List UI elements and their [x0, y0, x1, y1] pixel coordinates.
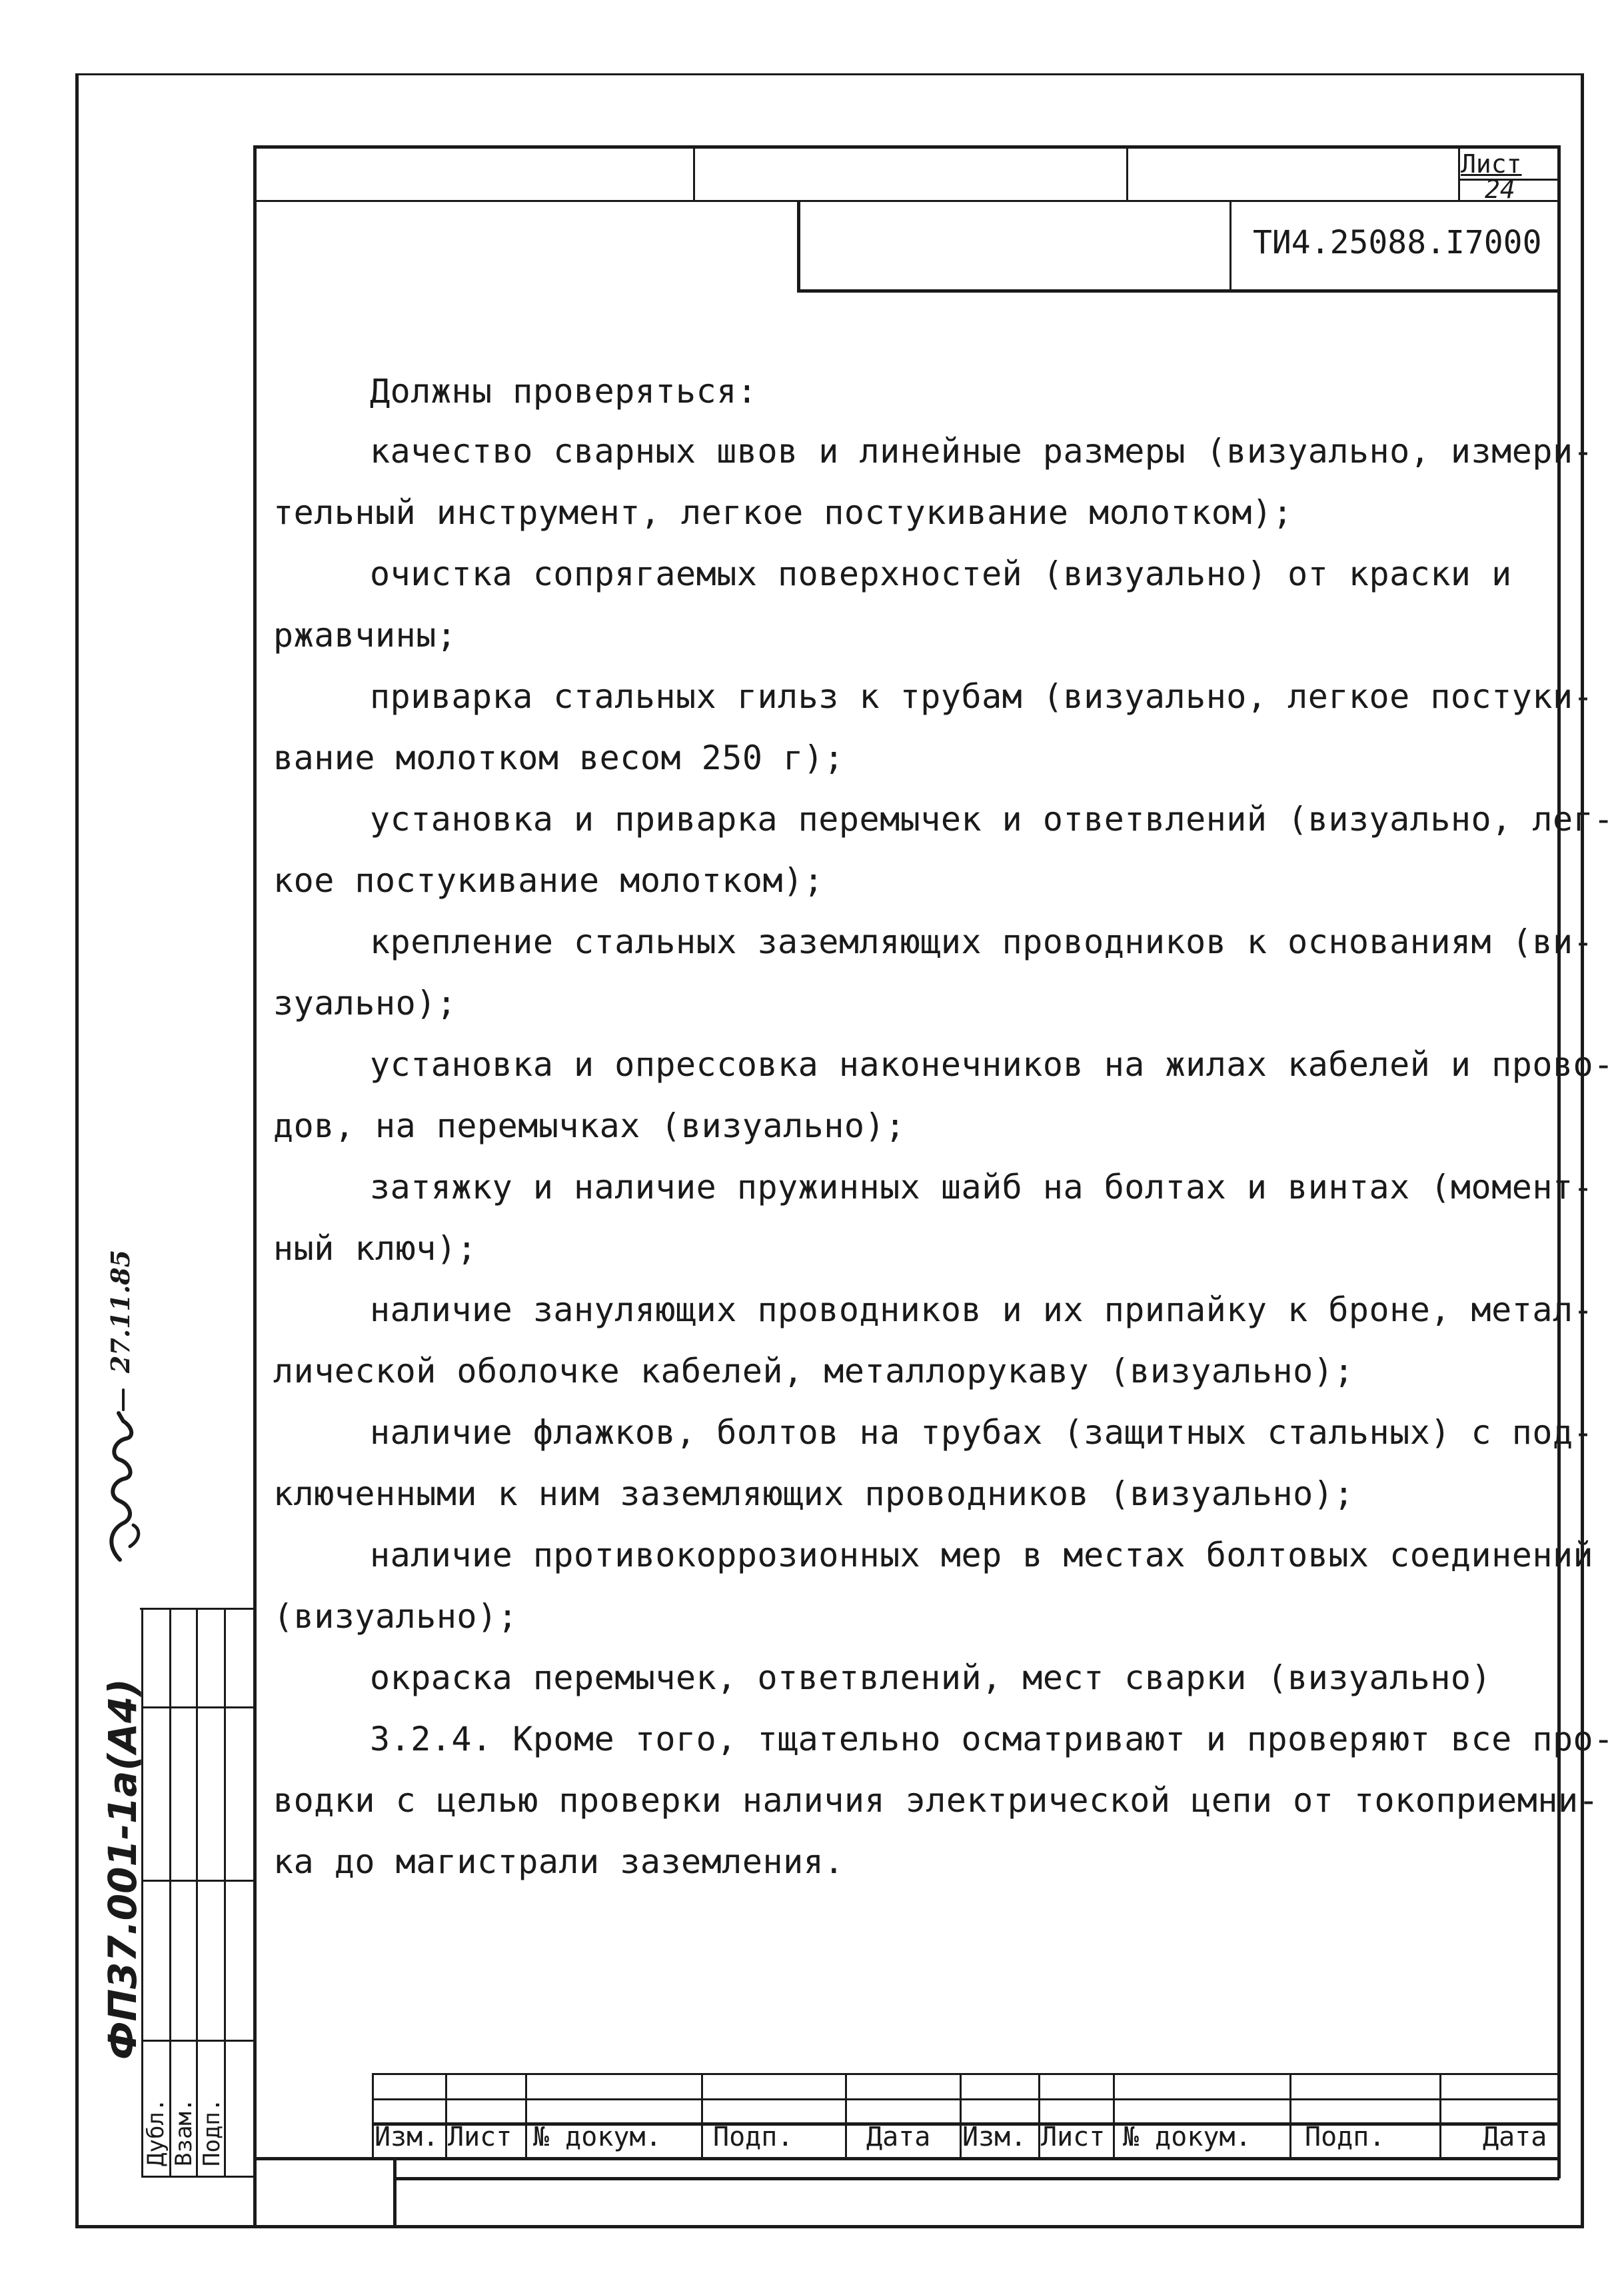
title-block-col: [701, 2073, 703, 2158]
body-line: затяжку и наличие пружинных шайб на болтах и винтах (момент-: [370, 1168, 1594, 1206]
body-line: Должны проверяться:: [370, 372, 758, 411]
margin-label: Дубл.: [143, 2098, 169, 2166]
title-block-label: Дата: [1483, 2122, 1547, 2152]
body-line: (визуально);: [273, 1597, 518, 1636]
margin-stamp-row: [141, 1880, 255, 1882]
header-divider-1: [693, 145, 695, 201]
title-block-col-bottom: [393, 2157, 397, 2226]
margin-label: Подп.: [199, 2098, 225, 2166]
margin-stamp-col: [169, 1608, 171, 2177]
body-line: качество сварных швов и линейные размеры (визуально, измери-: [370, 432, 1594, 471]
sheet-number: 24: [1485, 175, 1515, 204]
body-line: установка и опрессовка наконечников на жилах кабелей и прово-: [370, 1045, 1614, 1084]
title-block-line-1: [372, 2073, 1558, 2075]
frame-right: [1581, 73, 1584, 2226]
body-line: установка и приварка перемычек и ответвлений (визуально, лег-: [370, 800, 1614, 839]
margin-stamp-bottom: [141, 2176, 255, 2178]
body-line: дов, на перемычках (визуально);: [273, 1107, 906, 1145]
body-line: наличие зануляющих проводников и их припайку к броне, метал-: [370, 1290, 1594, 1329]
document-code: ТИ4.25088.I7000: [1253, 224, 1542, 261]
title-block-col: [525, 2073, 527, 2158]
frame-bottom: [75, 2225, 1584, 2228]
title-block-label: № докум.: [1123, 2122, 1251, 2152]
title-block-line-5: [393, 2177, 1559, 2180]
body-line: зуально);: [273, 984, 457, 1023]
title-block-line-2: [372, 2098, 1558, 2100]
body-line: тельный инструмент, легкое постукивание молотком);: [273, 493, 1293, 532]
title-block-col: [1113, 2073, 1115, 2158]
title-block-label: Лист: [1041, 2122, 1106, 2152]
header-row-line: [253, 200, 1559, 202]
inner-frame-left: [253, 145, 257, 2226]
code-box-left: [797, 200, 800, 292]
title-block-label: Изм.: [962, 2122, 1027, 2152]
title-block-col: [1289, 2073, 1291, 2158]
frame-left: [75, 73, 79, 2226]
body-line: очистка сопрягаемых поверхностей (визуально) от краски и: [370, 555, 1512, 593]
code-box-divider: [1229, 200, 1231, 291]
header-divider-2: [1126, 145, 1128, 201]
body-line: 3.2.4. Кроме того, тщательно осматривают и проверяют все про-: [370, 1720, 1614, 1758]
body-line: наличие флажков, болтов на трубах (защитных стальных) с под-: [370, 1413, 1594, 1452]
title-block-label: № докум.: [533, 2122, 662, 2152]
body-line: ка до магистрали заземления.: [273, 1842, 844, 1881]
body-line: лической оболочке кабелей, металлорукаву (визуально);: [273, 1352, 1354, 1390]
margin-stamp-col: [224, 1608, 226, 2177]
body-line: крепление стальных заземляющих проводников к основаниям (ви-: [370, 923, 1594, 961]
frame-top: [75, 73, 1583, 75]
title-block-line-4: [253, 2157, 1559, 2160]
title-block-col-left: [372, 2073, 374, 2158]
body-line: водки с целью проверки наличия электрической цепи от токоприемни-: [273, 1781, 1599, 1820]
title-block-col: [845, 2073, 847, 2158]
title-block-col: [1038, 2073, 1040, 2158]
margin-label: Взам.: [171, 2098, 197, 2166]
title-block-col: [960, 2073, 962, 2158]
body-line: окраска перемычек, ответвлений, мест сварки (визуально): [370, 1658, 1492, 1697]
title-block-col: [445, 2073, 447, 2158]
title-block-label: Лист: [448, 2122, 512, 2152]
header-divider-3: [1458, 145, 1460, 201]
margin-stamp-row: [141, 2040, 255, 2042]
header-top-line: [253, 145, 1561, 149]
title-block-label: Дата: [866, 2122, 931, 2152]
body-line: приварка стальных гильз к трубам (визуально, легкое постуки-: [370, 677, 1594, 716]
signature-date: 27.11.85: [105, 1249, 135, 1373]
sheet-label: Лист: [1461, 149, 1522, 179]
margin-stamp-col: [196, 1608, 198, 2177]
body-line: ржавчины;: [273, 616, 457, 655]
body-line: вание молотком весом 250 г);: [273, 739, 844, 777]
title-block-label: Подп.: [1305, 2122, 1385, 2152]
code-box-bottom: [797, 289, 1559, 293]
body-line: ключенными к ним заземляющих проводников (визуально);: [273, 1474, 1354, 1513]
title-block-label: Подп.: [713, 2122, 794, 2152]
form-code: ФП37.001-1а(А4): [100, 1678, 145, 2060]
title-block-label: Изм.: [375, 2122, 439, 2152]
body-line: кое постукивание молотком);: [273, 861, 824, 900]
body-line: наличие противокоррозионных мер в местах болтовых соединений: [370, 1536, 1594, 1574]
title-block-col: [1439, 2073, 1441, 2158]
margin-stamp-row: [141, 1706, 255, 1708]
body-line: ный ключ);: [273, 1229, 478, 1268]
